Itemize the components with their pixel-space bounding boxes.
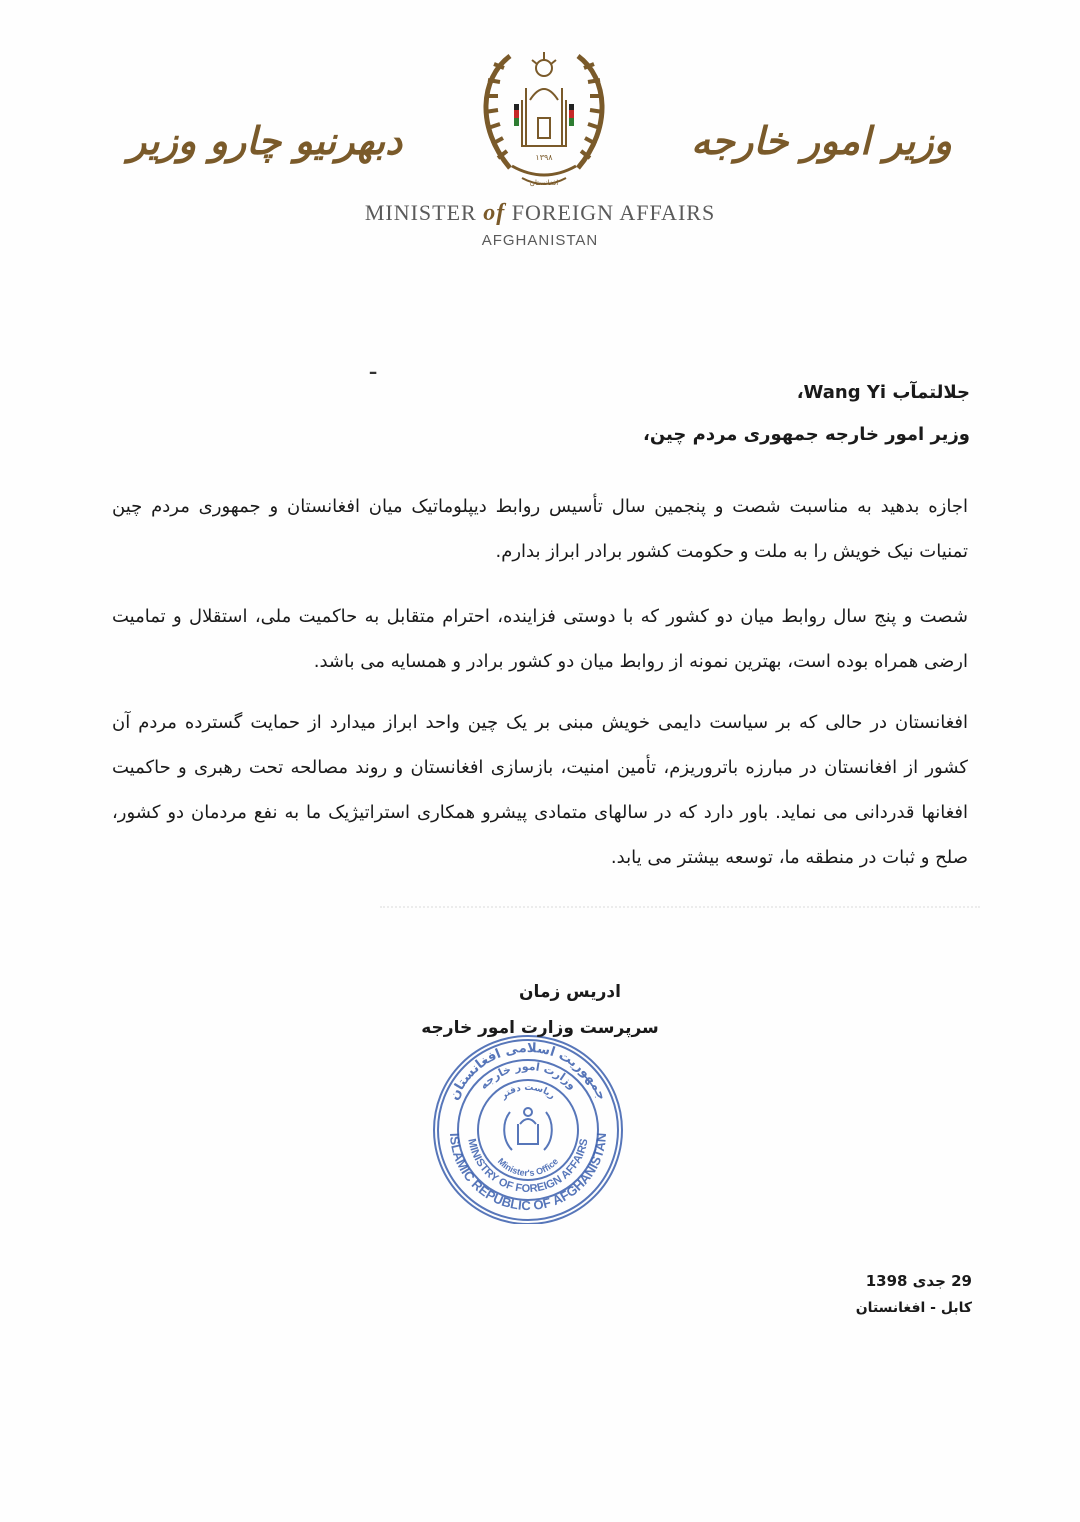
of-word: of (483, 200, 506, 226)
salutation-suffix: ، (796, 382, 804, 403)
seal-dari-middle: وزارت امور خارجه (477, 1059, 579, 1092)
letter-place: کابل - افغانستان (855, 1300, 972, 1316)
seal-inner-text: Minister's Office (495, 1156, 561, 1179)
emblem-year: ۱۳۹۸ (535, 153, 553, 162)
paragraph-2: شصت و پنج سال روابط میان دو کشور که با دوستی فزاینده، احترام متقابل به حاکمیت ملی، استقلال و تمامیت ارضی همراه بوده است، بهترین نمونه از روابط میان دو کشور برادر و همسایه می باشد. (112, 606, 968, 672)
paragraph-1: اجازه بدهید به مناسبت شصت و پنجمین سال تأسیس روابط دیپلوماتیک میان افغانستان و جمهوری مردم چین تمنیات نیک خویش را به ملت و حکومت کشور برادر ابراز بدارم. (112, 496, 968, 562)
salutation-line-2: وزیر امور خارجه جمهوری مردم چین، (643, 424, 970, 445)
pashto-minister-title: دبهرنیو چارو وزیر (128, 118, 403, 163)
salutation-prefix: جلالتمآب (886, 382, 970, 403)
ministry-title (0, 200, 1080, 227)
seal-middle-text: MINISTRY OF FOREIGN AFFAIRS (465, 1137, 591, 1196)
paragraph-3: افغانستان در حالی که بر سیاست دایمی خویش مبنی بر یک چین واحد ابراز میدارد از حمایت گسترده مردم آن کشور از افغانستان در مبارزه باتروریزم، تأمین امنیت، بازسازی افغانستان و روند مصالحه تحت رهبری و حاکمیت افغانها قدردانی می نماید. باور دارد که در سالهای متمادی پیشرو همکاری استراتیژیک ما به نفع مردمان دو کشور، صلح و ثبات در منطقه ما، توسعه بیشتر می یابد. (112, 712, 968, 868)
dari-minister-title: وزیر امور خارجه (691, 118, 952, 163)
seal-outer-text: ISLAMIC REPUBLIC OF AFGHANISTAN (446, 1132, 610, 1214)
small-mark: ـ (370, 358, 377, 379)
official-seal-icon (428, 1032, 628, 1224)
minister-word: MINISTER (364, 200, 477, 225)
ministry-country: AFGHANISTAN (481, 232, 599, 249)
salutation-line-1 (797, 382, 970, 403)
recipient-name: Wang Yi (803, 382, 887, 403)
seal-dari-inner: ریاست دفتر (499, 1082, 557, 1102)
emblem-banner: افغانستان (529, 179, 559, 187)
afghanistan-emblem-icon (470, 38, 618, 194)
faint-divider (380, 906, 980, 918)
letter-date: 29 جدی 1398 (865, 1272, 972, 1290)
signer-title: سرپرست وزارت امور خارجه (421, 1018, 659, 1038)
seal-dari-outer: جمهوریت اسلامی افغانستان (446, 1040, 610, 1103)
foreign-affairs-word: FOREIGN AFFAIRS (511, 200, 716, 225)
signer-name: ادریس زمان (519, 982, 621, 1002)
